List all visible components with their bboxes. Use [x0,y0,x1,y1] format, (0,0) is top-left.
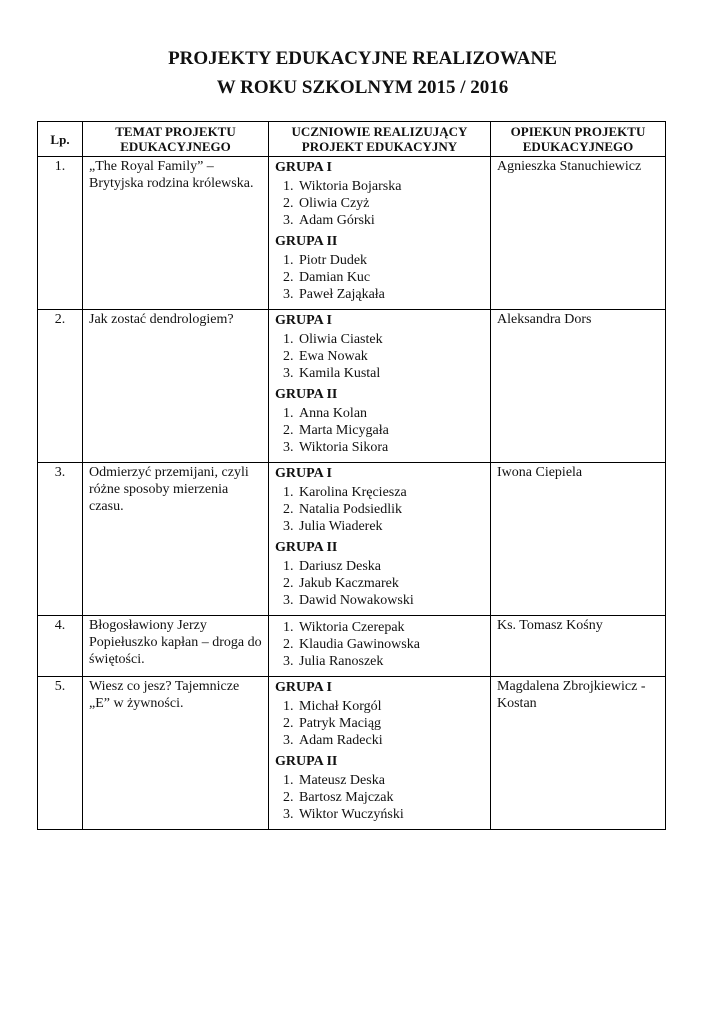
row-number: 1. [38,157,83,310]
student-group [275,311,484,382]
student-group [275,385,484,456]
table-row [38,677,666,830]
table-row [38,310,666,463]
student-name: 2. Klaudia Gawinowska [297,636,484,653]
student-group [275,619,484,670]
student-name: 1. Wiktoria Bojarska [297,178,484,195]
row-number: 5. [38,677,83,830]
group-members-list [275,619,484,670]
project-students [269,616,491,677]
student-name: 3. Wiktor Wuczyński [297,806,484,823]
header-students: UCZNIOWIE REALIZUJĄCY PROJEKT EDUKACYJNY [269,122,491,157]
project-tutor: Ks. Tomasz Kośny [491,616,666,677]
student-name: 2. Damian Kuc [297,269,484,286]
student-name: 2. Patryk Maciąg [297,715,484,732]
project-tutor: Magdalena Zbrojkiewicz - Kostan [491,677,666,830]
header-row [38,122,666,157]
table-body [38,157,666,830]
student-name: 1. Piotr Dudek [297,252,484,269]
student-group [275,678,484,749]
project-topic: Błogosławiony Jerzy Popiełuszko kapłan – droga do świętości. [83,616,269,677]
row-number: 4. [38,616,83,677]
student-name: 1. Mateusz Deska [297,772,484,789]
project-topic: Odmierzyć przemijani, czyli różne sposoby mierzenia czasu. [83,463,269,616]
group-name: GRUPA II [275,540,338,555]
student-name: 1. Wiktoria Czerepak [297,619,484,636]
project-tutor: Aleksandra Dors [491,310,666,463]
group-name: GRUPA II [275,754,338,769]
title-line-1: PROJEKTY EDUKACYJNE REALIZOWANE [168,48,557,69]
group-name: GRUPA I [275,160,332,175]
table-header [38,122,666,157]
student-name: 1. Anna Kolan [297,405,484,422]
group-members-list [275,178,484,229]
student-name: 2. Natalia Podsiedlik [297,501,484,518]
project-students [269,463,491,616]
group-members-list [275,405,484,456]
student-name: 3. Dawid Nowakowski [297,592,484,609]
student-name: 3. Wiktoria Sikora [297,439,484,456]
student-group [275,158,484,229]
project-students [269,310,491,463]
student-group [275,538,484,609]
student-name: 3. Julia Wiaderek [297,518,484,535]
student-name: 1. Michał Korgól [297,698,484,715]
student-name: 2. Oliwia Czyż [297,195,484,212]
student-name: 2. Marta Micygała [297,422,484,439]
group-name: GRUPA II [275,387,338,402]
group-members-list [275,331,484,382]
student-group [275,232,484,303]
title-line-2: W ROKU SZKOLNYM 2015 / 2016 [216,77,509,98]
header-lp: Lp. [38,122,83,157]
group-members-list [275,698,484,749]
group-name: GRUPA II [275,234,338,249]
project-topic: „The Royal Family” – Brytyjska rodzina królewska. [83,157,269,310]
group-members-list [275,484,484,535]
table-row [38,616,666,677]
student-group [275,464,484,535]
student-name: 2. Bartosz Majczak [297,789,484,806]
project-tutor: Agnieszka Stanuchiewicz [491,157,666,310]
row-number: 2. [38,310,83,463]
header-tutor: OPIEKUN PROJEKTU EDUKACYJNEGO [491,122,666,157]
header-topic: TEMAT PROJEKTU EDUKACYJNEGO [83,122,269,157]
project-topic: Wiesz co jesz? Tajemnicze „E” w żywności. [83,677,269,830]
student-name: 3. Julia Ranoszek [297,653,484,670]
project-students [269,157,491,310]
student-name: 3. Adam Górski [297,212,484,229]
table-row [38,157,666,310]
student-name: 1. Karolina Kręciesza [297,484,484,501]
student-name: 2. Jakub Kaczmarek [297,575,484,592]
group-members-list [275,252,484,303]
group-name: GRUPA I [275,313,332,328]
project-topic: Jak zostać dendrologiem? [83,310,269,463]
student-name: 3. Kamila Kustal [297,365,484,382]
student-name: 1. Oliwia Ciastek [297,331,484,348]
student-group [275,752,484,823]
student-name: 2. Ewa Nowak [297,348,484,365]
project-tutor: Iwona Ciepiela [491,463,666,616]
group-members-list [275,772,484,823]
student-name: 3. Adam Radecki [297,732,484,749]
row-number: 3. [38,463,83,616]
projects-table [37,121,666,830]
group-name: GRUPA I [275,466,332,481]
group-members-list [275,558,484,609]
document-title [0,44,725,102]
student-name: 1. Dariusz Deska [297,558,484,575]
table-row [38,463,666,616]
group-name: GRUPA I [275,680,332,695]
project-students [269,677,491,830]
student-name: 3. Paweł Zająkała [297,286,484,303]
